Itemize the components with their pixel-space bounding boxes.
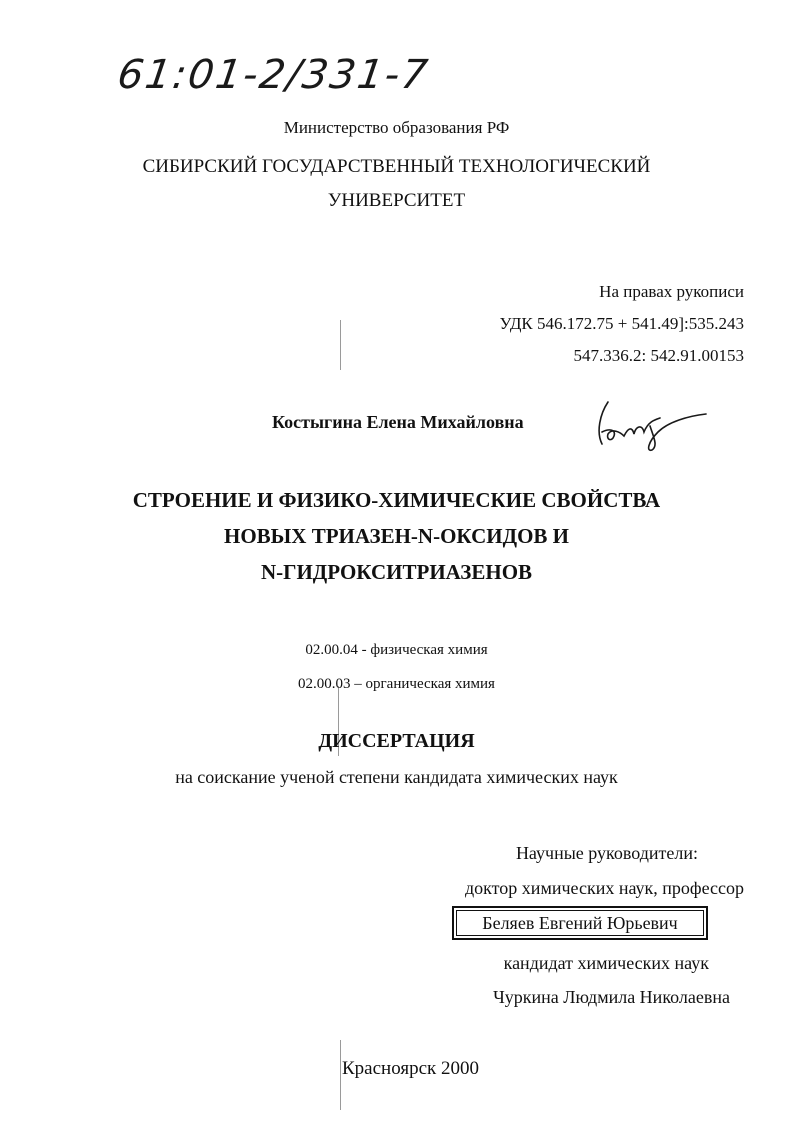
specialty-item: 02.00.03 – органическая химия: [298, 676, 495, 692]
supervisor2-name: Чуркина Людмила Николаевна: [493, 987, 730, 1007]
university-name: [0, 150, 793, 218]
city-year: Красноярск 2000: [342, 1058, 479, 1079]
dissertation-title-line2: НОВЫХ ТРИАЗЕН-N-ОКСИДОВ И: [223, 524, 569, 548]
supervisor1-name: Беляев Евгений Юрьевич: [482, 912, 678, 933]
manuscript-rights: На правах рукописи: [599, 282, 744, 301]
university-name-line1: СИБИРСКИЙ ГОСУДАРСТВЕННЫЙ ТЕХНОЛОГИЧЕСКИЙ: [142, 156, 651, 177]
archive-code-handwritten: 61:01-2/331-7: [114, 52, 433, 98]
supervisor2-rank: кандидат химических наук: [503, 953, 709, 973]
university-name-line2: УНИВЕРСИТЕТ: [327, 190, 466, 211]
scan-artifact-line: [340, 1040, 341, 1110]
supervisor1-name-box: [452, 906, 708, 940]
specialties-list: [0, 633, 793, 701]
supervisor1-rank: доктор химических наук, профессор: [465, 878, 744, 898]
scan-artifact-line: [340, 320, 341, 370]
author-signature: [588, 392, 708, 452]
udk-code-line2: 547.336.2: 542.91.00153: [573, 346, 744, 365]
supervisors-title: Научные руководители:: [515, 843, 698, 863]
udk-code-line1: УДК 546.172.75 + 541.49]:535.243: [499, 314, 744, 333]
author-name: Костыгина Елена Михайловна: [272, 412, 524, 432]
ministry-name: Министерство образования РФ: [283, 118, 510, 137]
dissertation-title: [0, 482, 793, 590]
dissertation-title-line1: СТРОЕНИЕ И ФИЗИКО-ХИМИЧЕСКИЕ СВОЙСТВА: [132, 488, 661, 512]
dissertation-title-line3: N-ГИДРОКСИТРИАЗЕНОВ: [260, 560, 533, 584]
degree-statement: на соискание ученой степени кандидата химических наук: [175, 767, 618, 787]
dissertation-label: ДИССЕРТАЦИЯ: [318, 730, 475, 752]
specialty-item: 02.00.04 - физическая химия: [305, 642, 488, 658]
